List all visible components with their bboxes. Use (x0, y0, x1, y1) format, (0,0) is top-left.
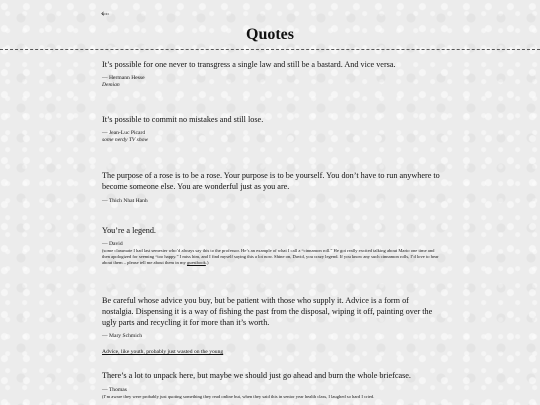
quote-item (102, 225, 440, 266)
quote-author: — Thomas (102, 387, 127, 393)
quote-item (102, 170, 440, 205)
quote-text: It’s possible to commit no mistakes and still lose. (102, 115, 264, 124)
quote-item (102, 59, 440, 89)
quote-note: (I’m aware they were probably just quoting something they read online but, when they said this in senior year health class, I laughed so hard I cried. (102, 394, 375, 399)
quote-author: — Mary Schmich (102, 333, 143, 339)
quote-author: — David (102, 241, 123, 247)
quote-text: It’s possible for one never to transgress a single law and still be a bastard. And vice versa. (102, 60, 396, 69)
quote-author: — Thich Nhat Hanh (102, 198, 148, 204)
quote-note-end: .) (205, 260, 209, 265)
quote-source: Demian (102, 82, 120, 88)
quote-note (102, 248, 440, 266)
quote-note-text: (some classmate I had last semester who’d always say this to the professor. He’s an example of what I call a “cinnamon roll.” He got really excited talking about Mario one time and then apologized for seeming “too happy.” I miss him, and I find myself saying this a lot now. Shine on, David, you crazy legend. If you know any such cinnamon rolls, I’d love to hear about them – please tell me about them in my (102, 248, 439, 265)
quote-reference-link[interactable]: Advice, like youth, probably just wasted on the young (102, 349, 224, 355)
back-arrow-icon[interactable]: ⬸ (101, 8, 109, 19)
page-title: Quotes (246, 26, 294, 43)
quote-text: Be careful whose advice you buy, but be patient with those who supply it. Advice is a form of nostalgia. Dispensing it is a way of fishing the past from the disposal, wiping it off, painting over the ugly parts and recycling it for more than it’s worth. (102, 296, 433, 327)
quote-item (102, 370, 440, 400)
quote-text: The purpose of a rose is to be a rose. Your purpose is to be yourself. You don’t have to run anywhere to become someone else. You are wonderful just as you are. (102, 171, 440, 191)
title-divider (0, 49, 540, 50)
quote-author: — Hermann Hesse (102, 75, 145, 81)
quote-text: You’re a legend. (102, 226, 156, 235)
quote-source: some nerdy TV show (102, 137, 149, 143)
quote-text: There’s a lot to unpack here, but maybe we should just go ahead and burn the whole briefcase. (102, 371, 411, 380)
quote-item (102, 114, 440, 144)
quote-author: — Jean-Luc Picard (102, 130, 146, 136)
quote-item (102, 295, 440, 358)
guestbook-link[interactable]: guestbook (186, 260, 206, 265)
